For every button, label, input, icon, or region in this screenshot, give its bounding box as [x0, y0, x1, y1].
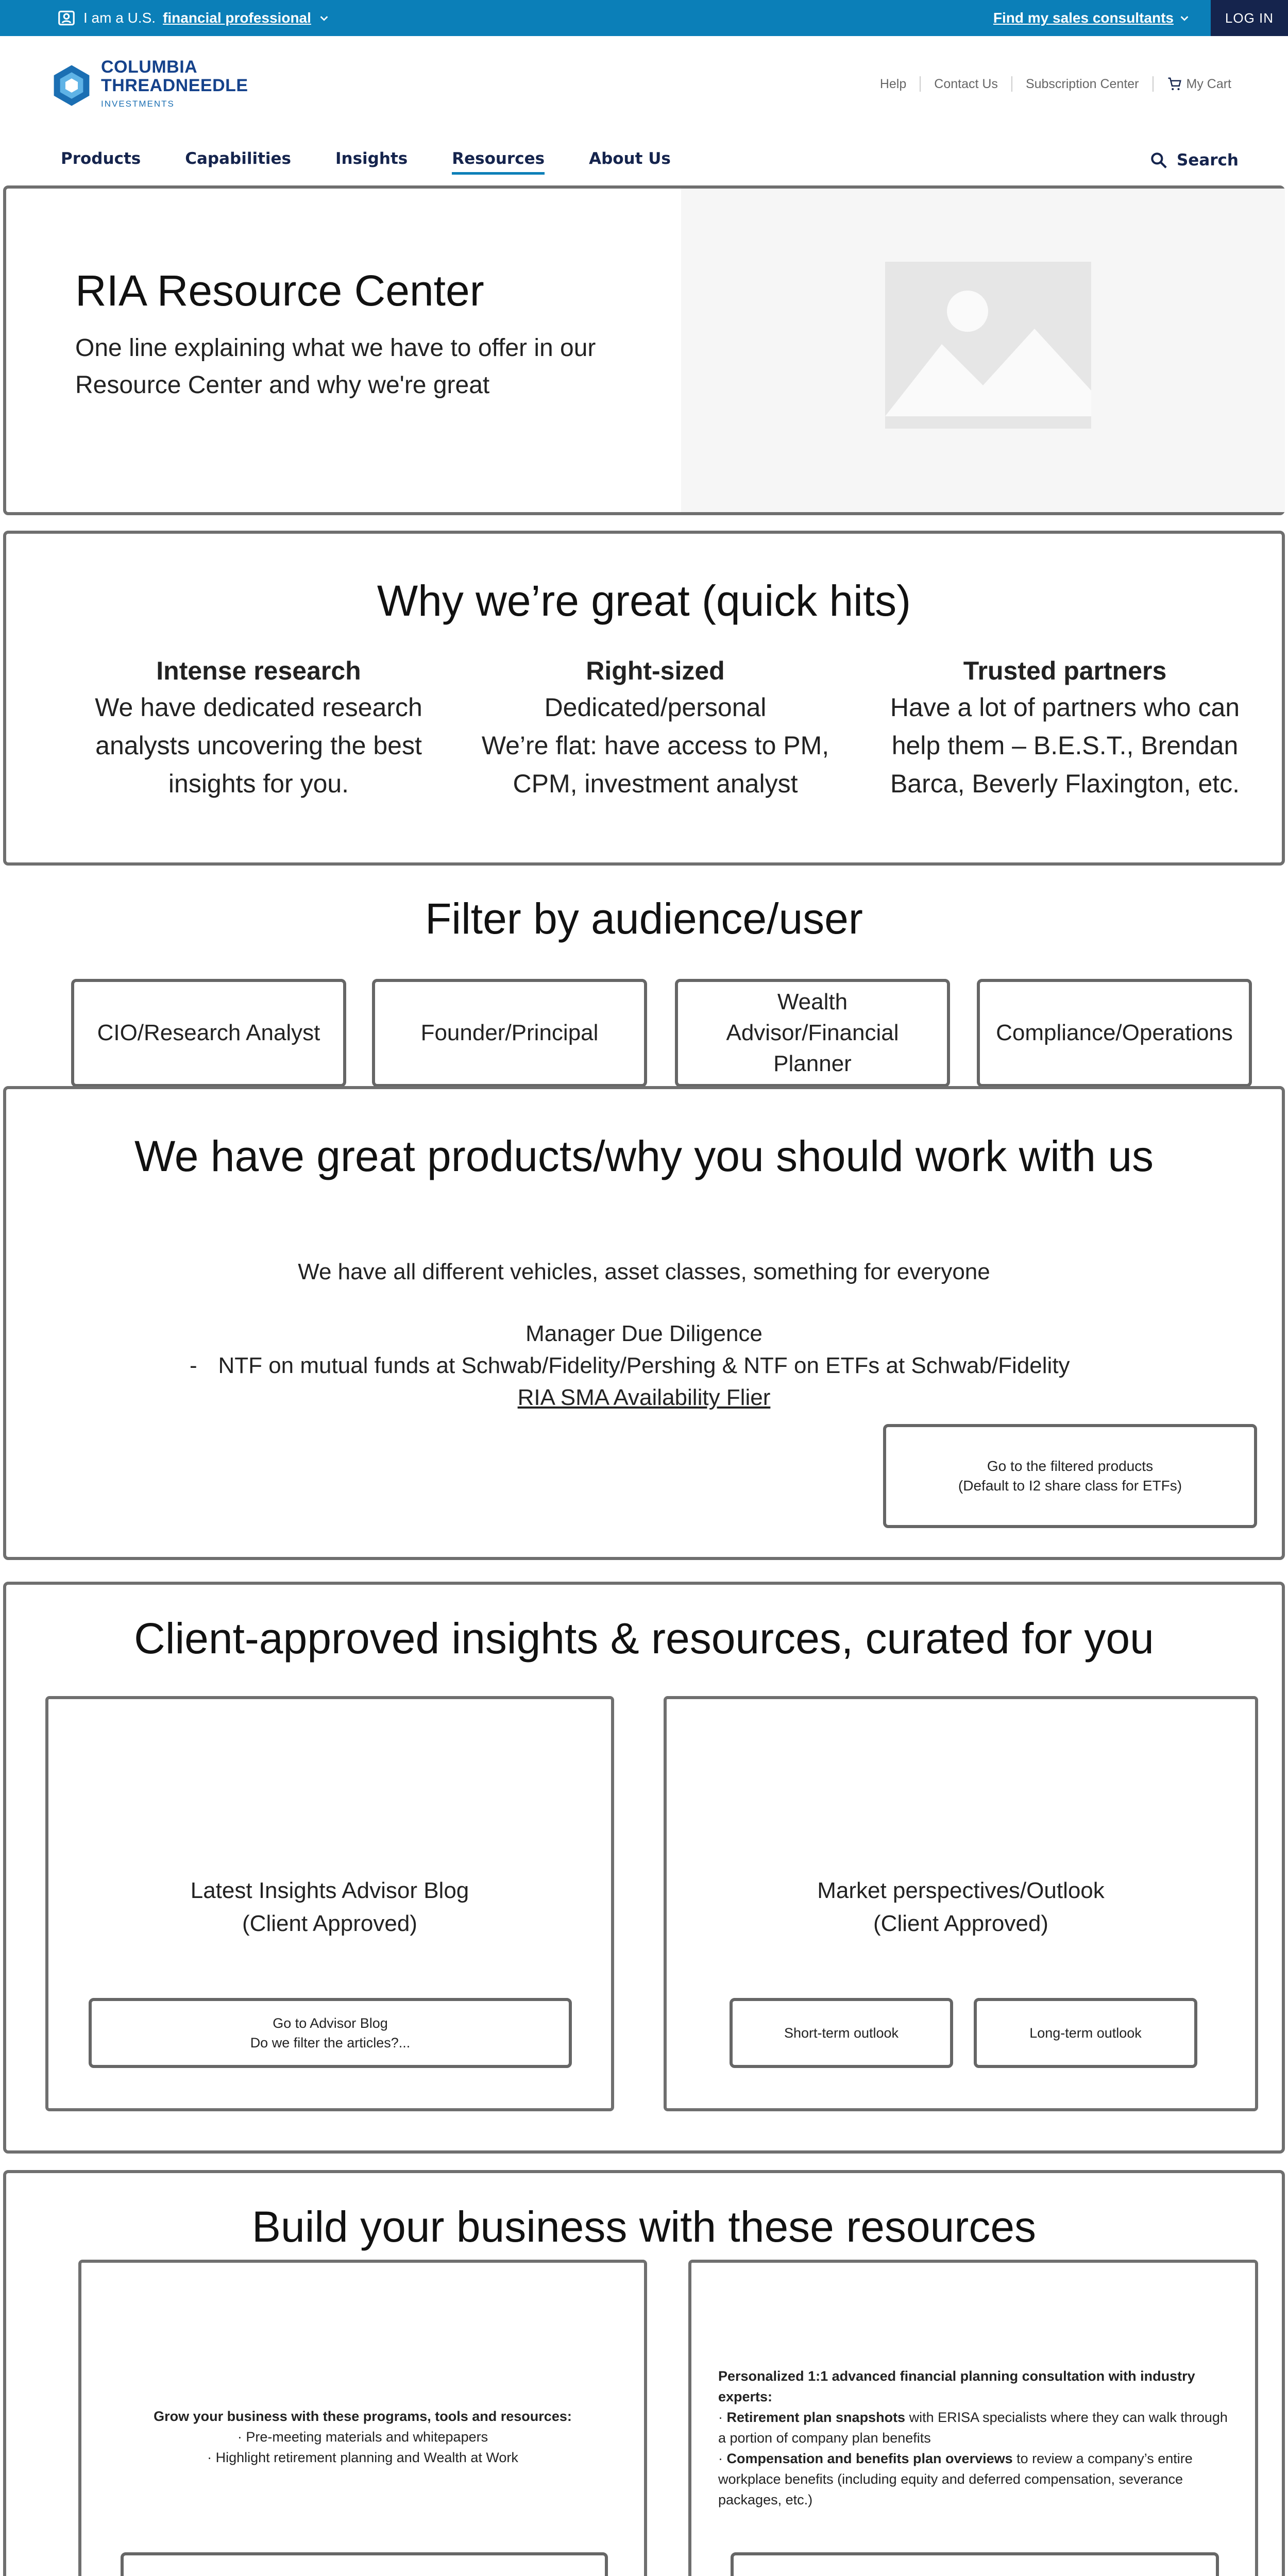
chevron-down-icon — [318, 12, 330, 24]
why-body: Dedicated/personal — [544, 693, 767, 722]
why-heading: Right-sized — [586, 656, 725, 685]
filter-title: Filter by audience/user — [425, 894, 863, 943]
card-subtitle: (Client Approved) — [242, 1911, 417, 1936]
connect-sales-person-button[interactable] — [731, 2552, 1219, 2576]
card-list-item: · Compensation and benefits plan overviews to review a company’s entire workplace benefits (including equity and deferred compensation, severance packages, etc.) — [718, 2451, 1193, 2507]
nav-products[interactable]: Products — [61, 149, 141, 168]
products-title: We have great products/why you should work with us — [134, 1132, 1154, 1180]
build-business-section — [3, 2170, 1285, 2576]
cart-icon — [1167, 76, 1182, 92]
hero-description: One line explaining what we have to offer in our Resource Center and why we're great — [75, 334, 596, 399]
products-link-wrapper — [6, 1385, 1282, 1411]
button-sublabel: (Default to I2 share class for ETFs) — [958, 1478, 1182, 1494]
nav-resources[interactable]: Resources — [452, 149, 545, 175]
nav-capabilities[interactable]: Capabilities — [185, 149, 291, 168]
why-col-partners — [877, 653, 1253, 803]
bullet-text: to review a company’s entire workplace benefits (including equity and deferred compensation, severance packages, etc.) — [718, 2451, 1193, 2507]
why-col-right-sized — [460, 653, 851, 803]
subscription-center-link[interactable]: Subscription Center — [1025, 76, 1139, 91]
card-heading: Grow your business with these programs, tools and resources: — [154, 2409, 572, 2424]
main-navigation — [61, 149, 715, 175]
hero-image-placeholder — [681, 189, 1285, 512]
why-heading: Intense research — [156, 656, 361, 685]
find-sales-consultants-label: Find my sales consultants — [993, 10, 1174, 26]
button-label: Go to Advisor Blog — [273, 2015, 388, 2031]
logo-mark-icon — [49, 63, 94, 108]
utility-links — [880, 76, 1231, 92]
my-cart-link[interactable] — [1167, 76, 1232, 92]
my-cart-label: My Cart — [1186, 76, 1231, 91]
card-title: Market perspectives/Outlook — [817, 1878, 1105, 1903]
company-logo[interactable] — [49, 58, 248, 113]
card-subtitle: (Client Approved) — [873, 1911, 1048, 1936]
insights-title: Client-approved insights & resources, curated for you — [134, 1614, 1154, 1663]
find-sales-consultants-link[interactable] — [993, 10, 1190, 26]
top-utility-bar — [0, 0, 1288, 36]
long-term-outlook-button[interactable]: Long-term outlook — [974, 1998, 1197, 2068]
search-label: Search — [1176, 151, 1239, 170]
contact-us-link[interactable]: Contact Us — [934, 76, 998, 91]
why-body: Have a lot of partners who can help them – B.E.S.T., Brendan Barca, Beverly Flaxington, etc. — [890, 693, 1240, 798]
globe-icon — [57, 8, 76, 28]
card-list-item: · Retirement plan snapshots with ERISA specialists where they can walk through a portion of company plan benefits — [718, 2410, 1228, 2446]
search-icon — [1149, 150, 1168, 170]
button-sublabel: Do we filter the articles?... — [250, 2035, 411, 2050]
card-heading: Personalized 1:1 advanced financial planning consultation with industry experts: — [718, 2368, 1195, 2404]
products-subtitle: We have all different vehicles, asset classes, something for everyone — [298, 1259, 990, 1284]
grow-business-text — [102, 2406, 623, 2468]
why-body: We’re flat: have access to PM, CPM, investment analyst — [481, 731, 829, 798]
products-bullet-ntf: NTF on mutual funds at Schwab/Fidelity/Pershing & NTF on ETFs at Schwab/Fidelity — [218, 1353, 1070, 1378]
bullet-text: with ERISA specialists where they can walk through a portion of company plan benefits — [718, 2410, 1228, 2446]
search-button[interactable] — [1149, 150, 1239, 170]
nav-about-us[interactable]: About Us — [589, 149, 671, 168]
logo-line-1: COLUMBIA — [101, 57, 198, 77]
nav-insights[interactable]: Insights — [335, 149, 408, 168]
audience-prefix: I am a U.S. — [83, 10, 156, 26]
main-pm-page-button[interactable] — [121, 2552, 608, 2576]
divider — [1011, 76, 1012, 92]
why-section — [3, 531, 1285, 866]
divider — [1153, 76, 1154, 92]
build-title: Build your business with these resources — [251, 2202, 1037, 2251]
card-label — [667, 1874, 1255, 1940]
logo-wordmark — [101, 58, 248, 113]
image-placeholder-icon — [885, 262, 1091, 429]
why-body: We have dedicated research analysts uncovering the best insights for you. — [95, 693, 422, 798]
filtered-products-button[interactable] — [883, 1424, 1257, 1528]
logo-line-2: THREADNEEDLE — [101, 76, 248, 95]
audience-selector[interactable] — [57, 0, 330, 36]
filter-founder-principal[interactable]: Founder/Principal — [372, 979, 647, 1087]
products-bullet-due-diligence: Manager Due Diligence — [526, 1321, 762, 1346]
logo-line-3: INVESTMENTS — [101, 99, 175, 109]
advisor-blog-button[interactable] — [89, 1998, 572, 2068]
ria-sma-flier-link[interactable]: RIA SMA Availability Flier — [517, 1385, 771, 1410]
card-label — [48, 1874, 611, 1940]
insights-section — [3, 1582, 1285, 2154]
advisor-blog-card — [45, 1696, 614, 2111]
bullet-bold: Retirement plan snapshots — [726, 2410, 906, 2425]
products-section — [3, 1086, 1285, 1560]
login-button[interactable]: LOG IN — [1211, 0, 1288, 36]
audience-role-link[interactable]: financial professional — [163, 10, 311, 26]
card-list-item: · Highlight retirement planning and Wealth at Work — [207, 2450, 518, 2465]
card-list-item: · Pre-meeting materials and whitepapers — [237, 2429, 488, 2445]
short-term-outlook-button[interactable]: Short-term outlook — [730, 1998, 953, 2068]
filter-cio-research-analyst[interactable]: CIO/Research Analyst — [71, 979, 346, 1087]
planning-consultation-card — [688, 2260, 1258, 2576]
filter-compliance-operations[interactable]: Compliance/Operations — [977, 979, 1252, 1087]
hero-section — [3, 185, 1285, 515]
planning-consultation-text — [718, 2366, 1233, 2510]
button-label: Go to the filtered products — [987, 1458, 1154, 1474]
why-heading: Trusted partners — [963, 656, 1167, 685]
why-col-research — [78, 653, 439, 803]
market-perspectives-card — [664, 1696, 1258, 2111]
bullet-bold: Compensation and benefits plan overviews — [726, 2451, 1013, 2466]
divider — [920, 76, 921, 92]
hero-title: RIA Resource Center — [75, 266, 484, 315]
chevron-down-icon — [1179, 12, 1190, 24]
bullet-dash: - — [190, 1353, 197, 1378]
why-title: Why we’re great (quick hits) — [377, 577, 911, 625]
grow-business-card — [78, 2260, 647, 2576]
card-title: Latest Insights Advisor Blog — [190, 1878, 469, 1903]
help-link[interactable]: Help — [879, 76, 907, 91]
filter-wealth-advisor[interactable]: Wealth Advisor/Financial Planner — [675, 979, 950, 1087]
